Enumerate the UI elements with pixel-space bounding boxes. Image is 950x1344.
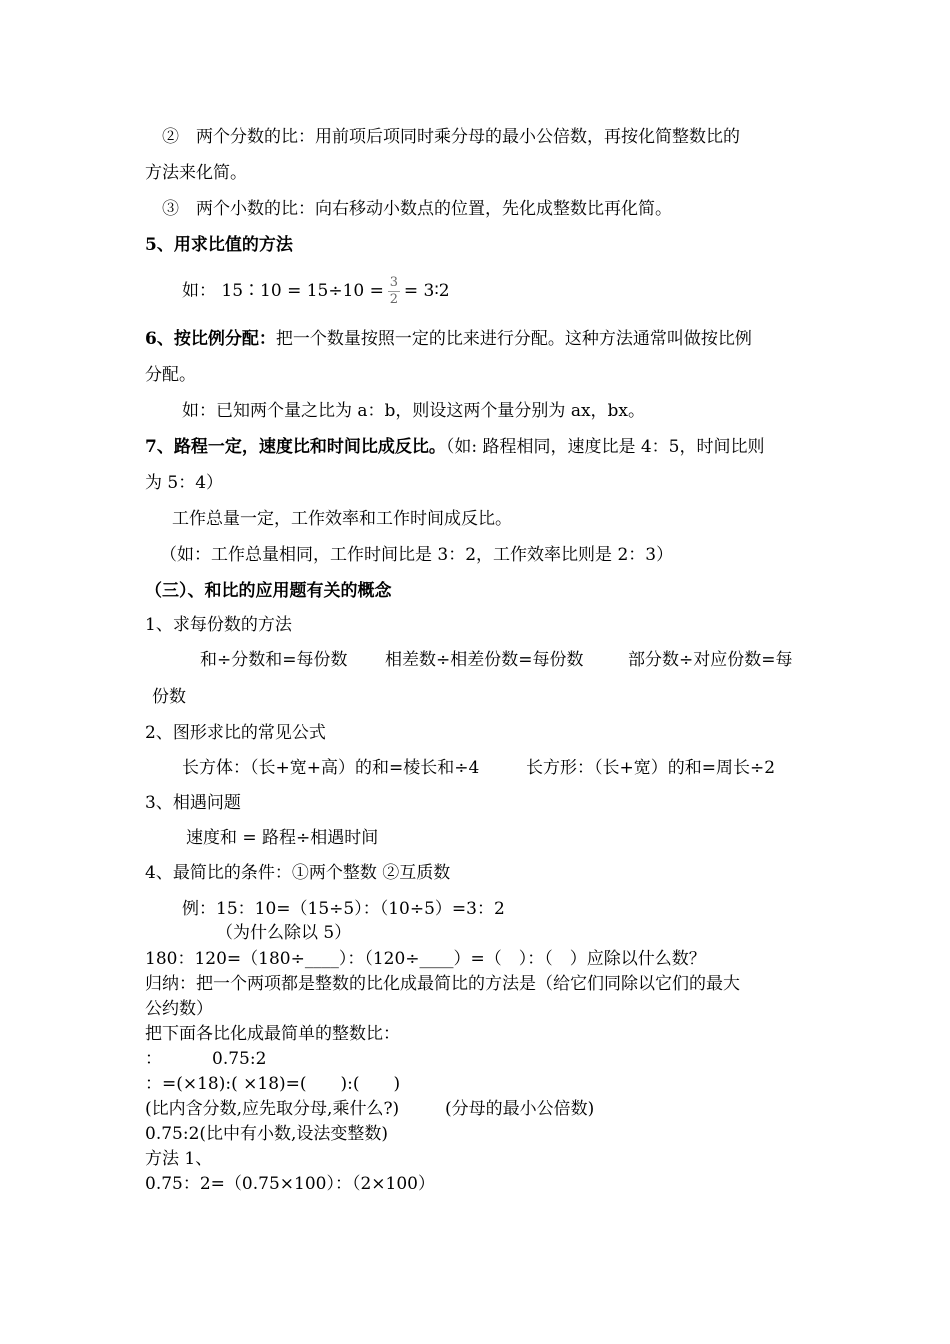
formula-text: = 3∶2 — [403, 281, 450, 301]
section-heading: （三）、和比的应用题有关的概念 — [145, 581, 392, 601]
section-heading: 6、按比例分配： — [145, 329, 276, 349]
text-line — [145, 328, 752, 350]
text-line: 份数 — [152, 687, 186, 707]
text-line: ② 两个分数的比：用前项后项同时乘分母的最小公倍数，再按化简整数比的 — [162, 127, 740, 147]
text-line: ：=(×18):( ×18)=( ):( ) — [145, 1074, 401, 1094]
text-span: （如: 路程相同，速度比是 4：5，时间比则 — [445, 437, 765, 457]
text-line: 1、求每份数的方法 — [145, 615, 292, 635]
formula-text: 如： 15∶10 = 15÷10 = — [182, 281, 384, 301]
text-line: 方法 1、 — [145, 1149, 213, 1169]
text-line: 如：已知两个量之比为 a：b，则设这两个量分别为 ax，bx。 — [182, 401, 646, 421]
text-line: 长方体：（长+宽+高）的和=棱长和÷4 — [182, 758, 480, 778]
text-line: 方法来化简。 — [145, 163, 247, 183]
text-line: (比内含分数,应先取分母,乘什么?) — [145, 1099, 400, 1119]
text-line: 0.75:2 — [212, 1049, 267, 1069]
text-line: ③ 两个小数的比：向右移动小数点的位置，先化成整数比再化简。 — [162, 199, 672, 219]
text-line: 部分数÷对应份数=每 — [628, 650, 793, 670]
text-line: 和÷分数和=每份数 — [200, 650, 348, 670]
fraction-numerator: 3 — [389, 275, 399, 290]
text-line: 分配。 — [145, 365, 196, 385]
text-line: 180：120=（180÷____）：（120÷____）=（ ）：（ ）应除以什么数？ — [145, 949, 706, 969]
text-line: 公约数） — [145, 999, 213, 1019]
section-heading: 7、路程一定，速度比和时间比成反比。 — [145, 437, 446, 457]
text-line: 把下面各比化成最简单的整数比： — [145, 1024, 400, 1044]
text-line: 速度和 = 路程÷相遇时间 — [186, 828, 379, 848]
text-line: 0.75:2(比中有小数,设法变整数) — [145, 1124, 389, 1144]
text-line: 相差数÷相差份数=每份数 — [385, 650, 584, 670]
text-line: 2、图形求比的常见公式 — [145, 723, 326, 743]
text-line: 为 5：4） — [145, 473, 224, 493]
text-line: （如：工作总量相同，工作时间比是 3：2，工作效率比则是 2：3） — [160, 545, 674, 565]
text-line: 0.75：2=（0.75×100）：（2×100） — [145, 1174, 435, 1194]
text-line: 3、相遇问题 — [145, 793, 241, 813]
text-line: 例：15：10=（15÷5）：（10÷5）=3：2 — [182, 899, 505, 919]
fraction — [388, 276, 400, 307]
text-line: ： — [145, 1049, 162, 1069]
text-line: (分母的最小公倍数) — [445, 1099, 595, 1119]
text-line: 4、最简比的条件：①两个整数 ②互质数 — [145, 863, 451, 883]
text-line: 工作总量一定，工作效率和工作时间成反比。 — [172, 509, 512, 529]
text-line: 长方形：（长+宽）的和=周长÷2 — [526, 758, 776, 778]
section-heading: 5、用求比值的方法 — [145, 235, 293, 255]
text-line: 归纳：把一个两项都是整数的比化成最简比的方法是（给它们同除以它们的最大 — [145, 974, 740, 994]
text-line — [145, 436, 765, 458]
fraction-denominator: 2 — [389, 292, 399, 307]
text-span: 把一个数量按照一定的比来进行分配。这种方法通常叫做按比例 — [275, 329, 752, 349]
formula-line — [182, 276, 450, 307]
text-line: （为什么除以 5） — [216, 923, 352, 943]
